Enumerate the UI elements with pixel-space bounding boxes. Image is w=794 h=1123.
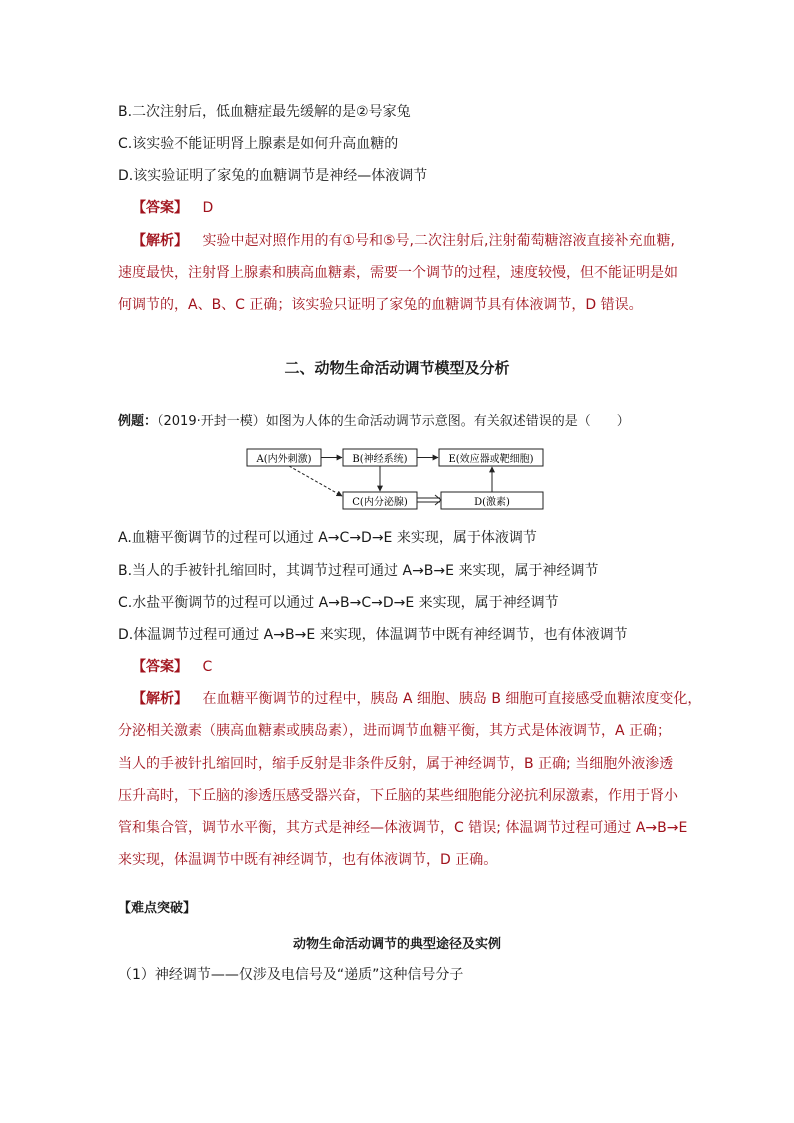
q2-analysis-line-4: 压升高时，下丘脑的渗透压感受器兴奋，下丘脑的某些细胞能分泌抗利尿激素，作用于肾小: [118, 788, 678, 804]
arrow-a-c-dashed: [289, 466, 342, 496]
box-c-label: C(内分泌腺): [352, 497, 408, 508]
answer-tag: 【答案】: [132, 659, 188, 675]
answer-tag: 【答案】: [132, 200, 188, 216]
q2-option-a: A.血糖平衡调节的过程可以通过 A→C→D→E 来实现，属于体液调节: [118, 530, 537, 546]
q2-analysis-line-3: 当人的手被针扎缩回时，缩手反射是非条件反射，属于神经调节，B 正确; 当细胞外液渗透: [118, 756, 674, 772]
q2-option-d: D.体温调节过程可通过 A→B→E 来实现，体温调节中既有神经调节，也有体液调节: [118, 627, 628, 643]
example-label: 例题：: [118, 414, 158, 429]
analysis-tag: 【解析】: [132, 691, 188, 707]
q2-analysis-line-5: 管和集合管，调节水平衡，其方式是神经—体液调节，C 错误; 体温调节过程可通过 A→B→E: [118, 820, 688, 836]
q2-answer: [132, 657, 212, 677]
analysis-text: 实验中起对照作用的有①号和⑤号,二次注射后,注射葡萄糖溶液直接补充血糖,: [202, 233, 675, 249]
box-a-label: A(内外刺激): [256, 454, 312, 465]
answer-value: D: [202, 200, 214, 216]
difficulty-title: 【难点突破】: [118, 901, 197, 916]
example-question: [118, 412, 630, 432]
q1-option-b: B.二次注射后，低血糖症最先缓解的是②号家兔: [118, 104, 411, 120]
section-title: 二、动物生命活动调节模型及分析: [284, 359, 510, 377]
q2-option-c: C.水盐平衡调节的过程可以通过 A→B→C→D→E 来实现，属于神经调节: [118, 595, 559, 611]
q1-option-c: C.该实验不能证明肾上腺素是如何升高血糖的: [118, 136, 399, 152]
q1-answer: [132, 198, 213, 218]
analysis-tag: 【解析】: [132, 233, 188, 249]
box-b-label: B(神经系统): [352, 454, 408, 465]
box-d-label: D(激素): [474, 497, 510, 508]
q2-option-b: B.当人的手被针扎缩回时，其调节过程可通过 A→B→E 来实现，属于神经调节: [118, 563, 599, 579]
difficulty-item-1: （1）神经调节——仅涉及电信号及“递质”这种信号分子: [118, 967, 464, 983]
box-e-label: E(效应器或靶细胞): [448, 454, 534, 465]
q2-analysis-line-1: [132, 689, 701, 709]
q1-analysis-line-2: 速度最快，注射肾上腺素和胰高血糖素，需要一个调节的过程，速度较慢，但不能证明是如: [118, 265, 678, 281]
analysis-text: 在血糖平衡调节的过程中，胰岛 A 细胞、胰岛 B 细胞可直接感受血糖浓度变化，: [202, 691, 702, 707]
double-arrow-head: [435, 495, 441, 505]
q2-analysis-line-6: 来实现，体温调节中既有神经调节，也有体液调节，D 正确。: [118, 852, 498, 868]
q1-option-d: D.该实验证明了家兔的血糖调节是神经—体液调节: [118, 168, 428, 184]
difficulty-subtitle: 动物生命活动调节的典型途径及实例: [292, 937, 501, 952]
q2-analysis-line-2: 分泌相关激素（胰高血糖素或胰岛素），进而调节血糖平衡，其方式是体液调节，A 正确；: [118, 723, 672, 739]
q1-analysis-line-3: 何调节的，A、B、C 正确；该实验只证明了家兔的血糖调节具有体液调节，D 错误。: [118, 297, 643, 313]
answer-value: C: [202, 659, 213, 675]
q1-analysis-line-1: [132, 231, 675, 251]
regulation-diagram: [245, 444, 550, 516]
example-text: （2019·开封一模）如图为人体的生命活动调节示意图。有关叙述错误的是（ ）: [157, 414, 630, 429]
